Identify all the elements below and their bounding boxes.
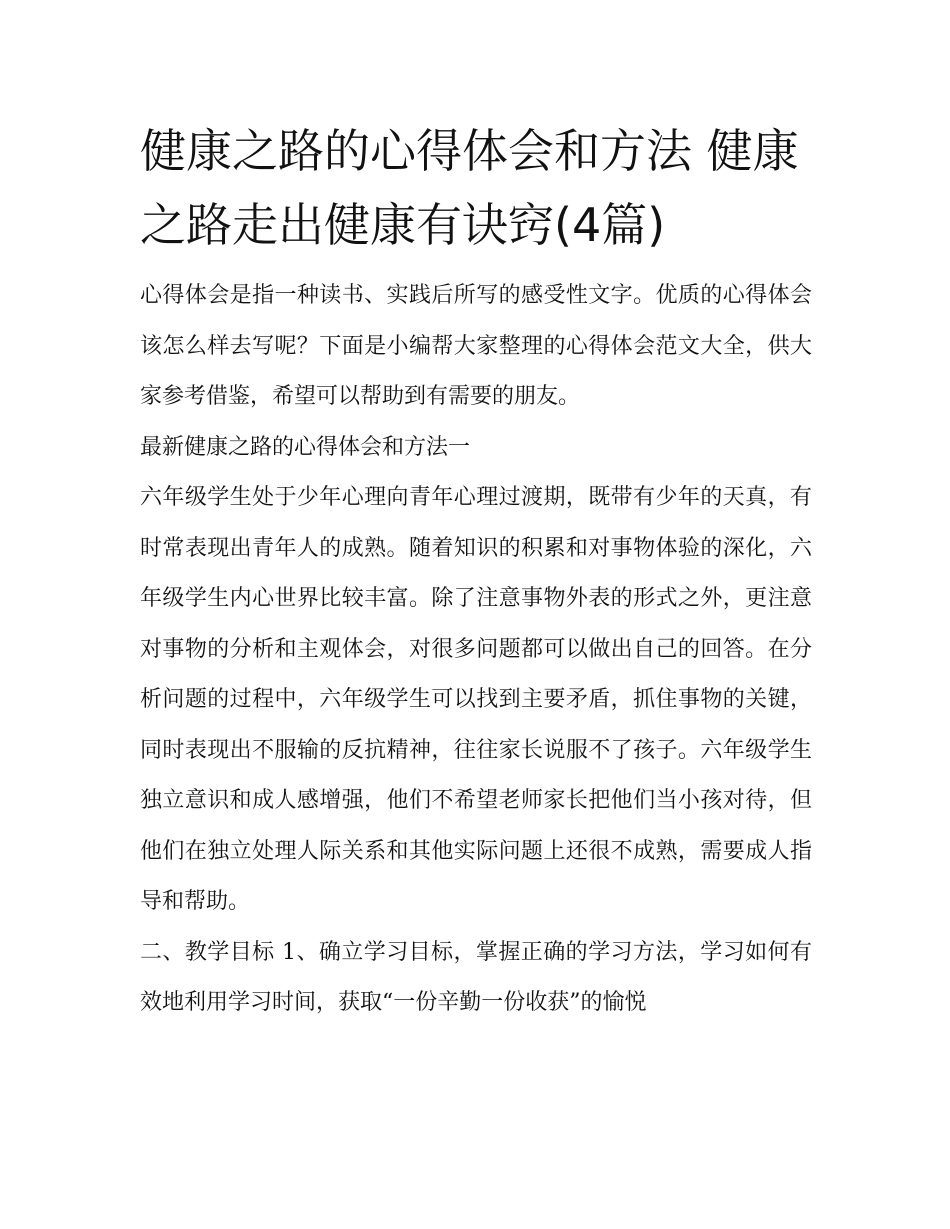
- body-paragraph: 二、教学目标 1、确立学习目标，掌握正确的学习方法，学习如何有效地利用学习时间，获取“一份辛勤一份收获”的愉悦: [140, 939, 812, 1015]
- document-content: [140, 114, 812, 1029]
- section-heading: 最新健康之路的心得体会和方法一: [140, 434, 471, 460]
- document-title: 健康之路的心得体会和方法 健康之路走出健康有诀窍(4篇): [140, 124, 799, 252]
- body-paragraph: 六年级学生处于少年心理向青年心理过渡期，既带有少年的天真，有时常表现出青年人的成熟。随着知识的积累和对事物体验的深化，六年级学生内心世界比较丰富。除了注意事物外表的形式之外，更注意对事物的分析和主观体会，对很多问题都可以做出自己的回答。在分析问题的过程中，六年级学生可以找到主要矛盾，抓住事物的关键，同时表现出不服输的反抗精神，往往家长说服不了孩子。六年级学生独立意识和成人感增强，他们不希望老师家长把他们当小孩对待，但他们在独立处理人际关系和其他实际问题上还很不成熟，需要成人指导和帮助。: [140, 485, 812, 914]
- document-body: [140, 271, 812, 1029]
- intro-paragraph: 心得体会是指一种读书、实践后所写的感受性文字。优质的心得体会该怎么样去写呢？下面是小编帮大家整理的心得体会范文大全，供大家参考借鉴，希望可以帮助到有需要的朋友。: [140, 283, 812, 409]
